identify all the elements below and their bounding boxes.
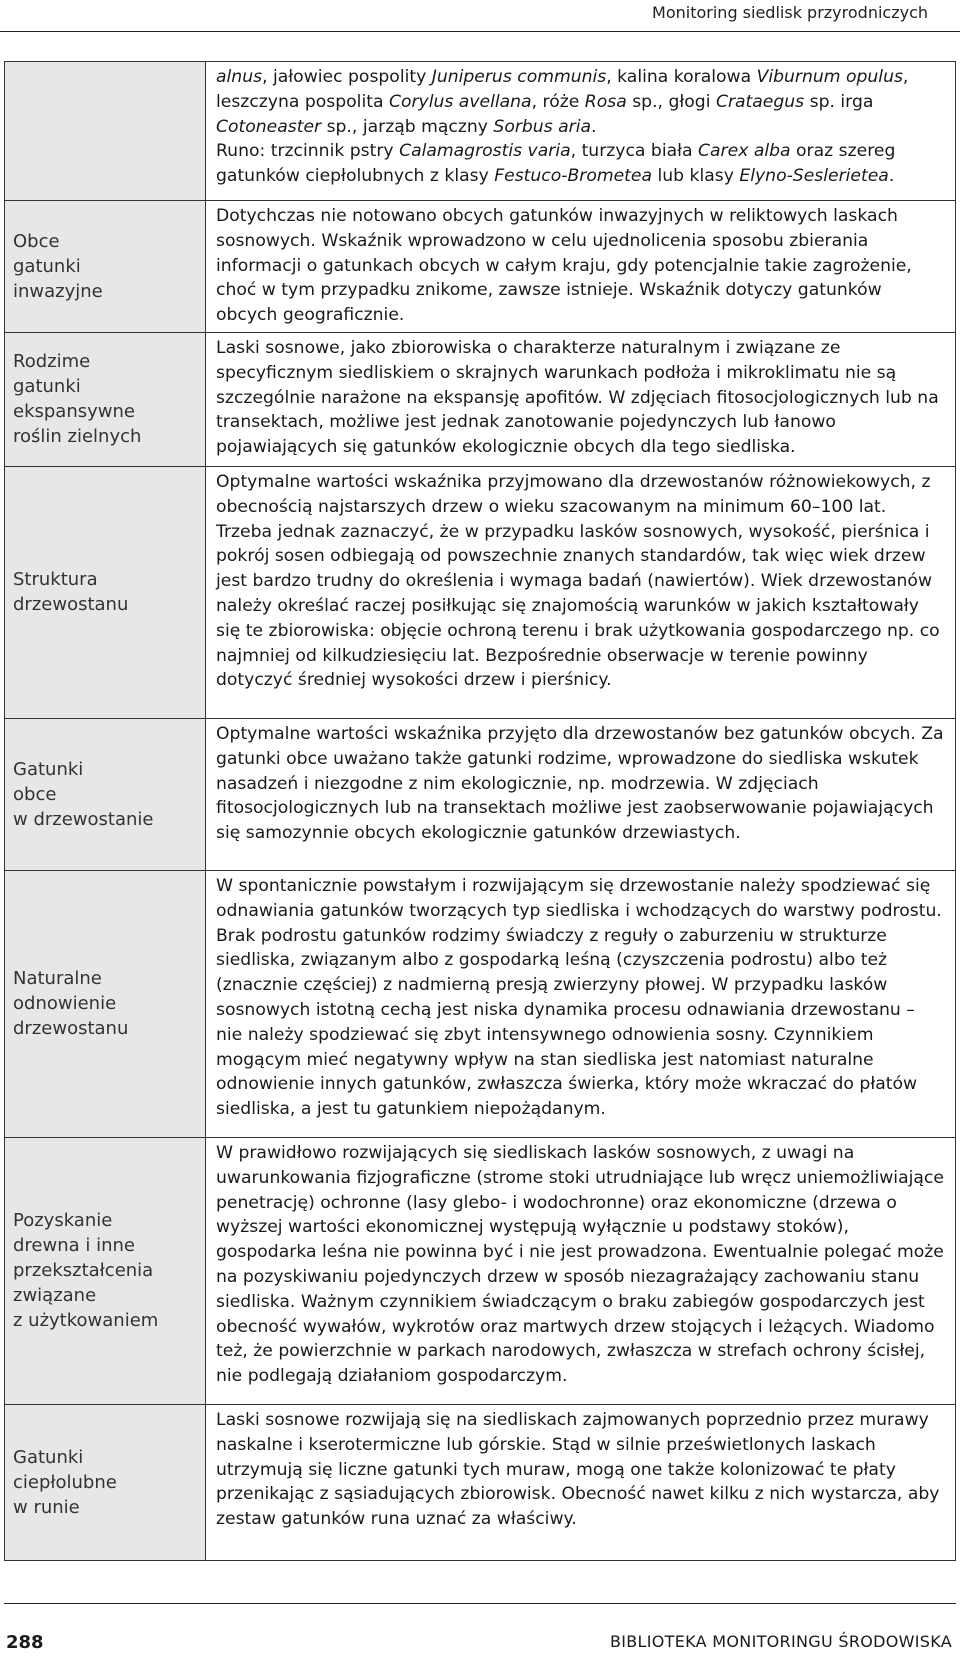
running-header: Monitoring siedlisk przyrodniczych [652, 3, 928, 22]
row-description: W prawidłowo rozwijających się siedliskach lasków sosnowych, z uwagi na uwarunkowania fizjograficzne (strome stoki utrudniające lub wręcz uniemożliwiające penetrację) ochronne (lasy glebo- i wodochronne) oraz ekonomiczne (drzewa o wyższej wartości ekonomicznej występują wyłącznie u podstawy stoków), gospodarka leśna nie powinna być i nie jest prowadzona. Ewentualnie polegać może na pozyskiwaniu pojedynczych drzew w sposób niezagrażający zachowaniu stanu siedliska. Ważnym czynnikiem świadczącym o braku zabiegów gospodarczych jest obecność wywałów, wykrotów oraz martwych drzew stojących i leżących. Wiadomo też, że powierzchnie w parkach narodowych, zwłaszcza w strefach ochrony ścisłej, nie podlegają działaniom gospodarczym. [206, 1137, 956, 1404]
row-label: Gatunki obce w drzewostanie [5, 718, 206, 870]
footer-rule [4, 1603, 956, 1604]
table-row [5, 201, 956, 333]
row-description: alnus, jałowiec pospolity Juniperus communis, kalina koralowa Viburnum opulus, leszczyna pospolita Corylus avellana, róże Rosa sp., głogi Crataegus sp. irga Cotoneaster sp., jarząb mączny Sorbus aria. Runo: trzcinnik pstry Calamagrostis varia, turzyca biała Carex alba oraz szereg gatunków ciepłolubnych z klasy Festuco-Brometea lub klasy Elyno-Seslerietea. [206, 62, 956, 201]
footer-series-title: BIBLIOTEKA MONITORINGU ŚRODOWISKA [609, 1632, 952, 1651]
table-row [5, 332, 956, 466]
row-label: Obce gatunki inwazyjne [5, 201, 206, 333]
header-rule [0, 31, 960, 32]
row-description: Optymalne wartości wskaźnika przyjmowano dla drzewostanów różnowiekowych, z obecnością najstarszych drzew o wieku szacowanym na minimum 60–100 lat. Trzeba jednak zaznaczyć, że w przypadku lasków sosnowych, wysokość, pierśnica i pokrój sosen odbiegają od powszechnie znanych standardów, tak więc wiek drzew jest bardzo trudny do określenia i wymaga badań (nawiertów). Wiek drzewostanów należy określać raczej posiłkując się znajomością warunków w jakich kształtowały się te zbiorowiska: objęcie ochroną terenu i brak użytkowania gospodarczego np. co najmniej od kilkudziesięciu lat. Bezpośrednie obserwacje w terenie powinny dotyczyć średniej wysokości drzew i pierśnicy. [206, 466, 956, 718]
page-number: 288 [6, 1632, 44, 1653]
table-row [5, 62, 956, 201]
row-description: Laski sosnowe rozwijają się na siedliskach zajmowanych poprzednio przez murawy naskalne i kserotermiczne lub górskie. Stąd w silnie prześwietlonych laskach utrzymują się liczne gatunki tych muraw, mogą one także kolonizować te płaty przenikając z sąsiadujących zbiorowisk. Obecność nawet kilku z nich wystarcza, aby zestaw gatunków runa uznać za właściwy. [206, 1404, 956, 1560]
row-label: Rodzime gatunki ekspansywne roślin zielnych [5, 332, 206, 466]
row-label: Naturalne odnowienie drzewostanu [5, 870, 206, 1137]
table-row [5, 870, 956, 1137]
row-description: Optymalne wartości wskaźnika przyjęto dla drzewostanów bez gatunków obcych. Za gatunki obce uważano także gatunki rodzime, wprowadzone do siedliska wskutek nasadzeń i niezgodne z nim ekologicznie, np. modrzewia. W zdjęciach fitosocjologicznych lub na transektach możliwe jest zaobserwowanie pojawiających się samozynnie obcych ekologicznie gatunków drzewiastych. [206, 718, 956, 870]
row-label: Pozyskanie drewna i inne przekształcenia związane z użytkowaniem [5, 1137, 206, 1404]
row-description: Dotychczas nie notowano obcych gatunków inwazyjnych w reliktowych laskach sosnowych. Wskaźnik wprowadzono w celu ujednolicenia sposobu zbierania informacji o gatunkach obcych w całym kraju, gdy potencjalnie takie zagrożenie, choć w tym przypadku znikome, zawsze istnieje. Wskaźnik dotyczy gatunków obcych geograficznie. [206, 201, 956, 333]
row-description: Laski sosnowe, jako zbiorowiska o charakterze naturalnym i związane ze specyficznym siedliskiem o skrajnych warunkach podłoża i mikroklimatu nie są szczególnie narażone na ekspansję apofitów. W zdjęciach fitosocjologicznych lub na transektach, możliwe jest jednak zanotowanie pojedynczych lub łanowo pojawiających się gatunków ekologicznie obcych dla tego siedliska. [206, 332, 956, 466]
table-row [5, 1137, 956, 1404]
row-label: Gatunki ciepłolubne w runie [5, 1404, 206, 1560]
table-row [5, 718, 956, 870]
row-label: Struktura drzewostanu [5, 466, 206, 718]
row-description: W spontanicznie powstałym i rozwijającym się drzewostanie należy spodziewać się odnawiania gatunków tworzących typ siedliska i wchodzących do warstwy podrostu. Brak podrostu gatunków rodzimy świadczy z reguły o zaburzeniu w strukturze siedliska, związanym albo z gospodarką leśną (czyszczenia podrostu) albo też (znacznie częściej) z nadmierną presją zwierzyny płowej. W przypadku lasków sosnowych istotną cechą jest niska dynamika procesu odnawiania drzewostanu – nie należy spodziewać się zbyt intensywnego odnowienia sosny. Czynnikiem mogącym mieć negatywny wpływ na stan siedliska jest natomiast naturalne odnowienie innych gatunków, zwłaszcza świerka, który może wkraczać do płatów siedliska, a jest tu gatunkiem niepożądanym. [206, 870, 956, 1137]
indicator-table [4, 61, 956, 1561]
row-label [5, 62, 206, 201]
table-body [5, 62, 956, 1561]
table-row [5, 466, 956, 718]
table-row [5, 1404, 956, 1560]
